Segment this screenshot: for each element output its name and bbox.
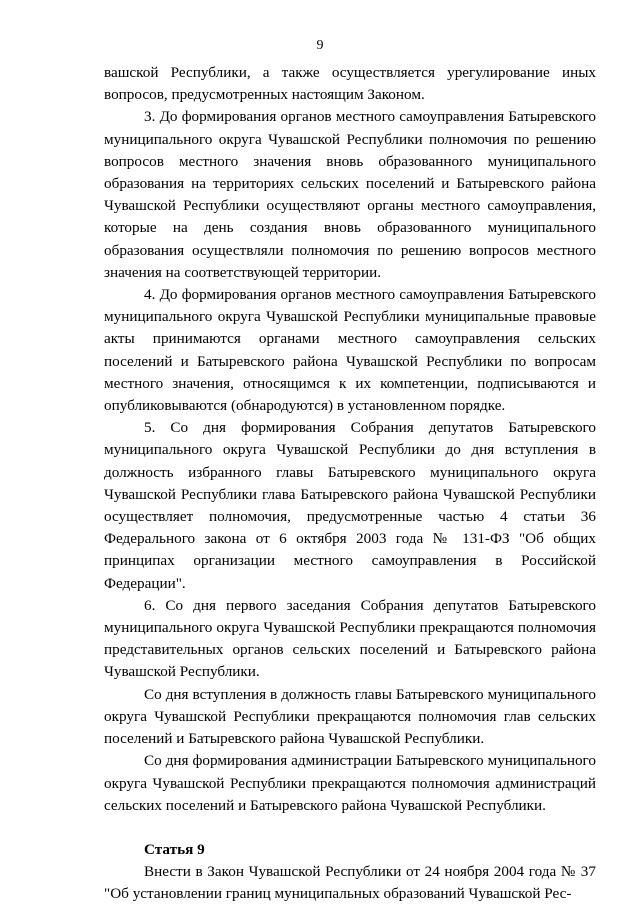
paragraph-item-4: 4. До формирования органов местного самоуправления Батыревского муниципального округа Чувашской Республики муниципальные правовые акты принимаются органами местного самоуправления сельских поселений и Батыревского района Чувашской Республики по вопросам местного значения, относящимся к их компетенции, подписываются и опубликовываются (обнародуются) в установленном порядке. [104,286,596,415]
paragraph-item-3: 3. До формирования органов местного самоуправления Батыревского муниципального округа Чувашской Республики полномочия по решению вопросов местного значения вновь образованного муниципального образования на территориях сельских поселений и Батыревского района Чувашской Республики осуществляют органы местного самоуправления, которые на день создания вновь образованного муниципального образования осуществляли полномочия по решению вопросов местного значения на соответствующей территории. [104,108,596,281]
document-body [104,62,596,906]
article-text: Внести в Закон Чувашской Республики от 24 ноября 2004 года № 37 "Об установлении границ муниципальных образований Чувашской Рес- [104,863,596,903]
section-spacer [104,817,596,839]
article-heading: Статья 9 [144,840,205,858]
paragraph-heads-termination: Со дня вступления в должность главы Батыревского муниципального округа Чувашской Республики прекращаются полномочия глав сельских поселений и Батыревского района Чувашской Республики. [104,685,596,748]
paragraph-item-6: 6. Со дня первого заседания Собрания депутатов Батыревского муниципального округа Чувашской Республики прекращаются полномочия представительных органов сельских поселений и Батыревского района Чувашской Республики. [104,596,596,681]
paragraph-administration-termination: Со дня формирования администрации Батыревского муниципального округа Чувашской Республики прекращаются полномочия администраций сельских поселений и Батыревского района Чувашской Республики. [104,752,596,814]
page-number: 9 [316,38,324,53]
paragraph-item-5: 5. Со дня формирования Собрания депутатов Батыревского муниципального округа Чувашской Республики до дня вступления в должность избранного главы Батыревского муниципального округа Чувашской Республики глава Батыревского района Чувашской Республики осуществляет полномочия, предусмотренные частью 4 статьи 36 Федерального закона от 6 октября 2003 года № 131-ФЗ "Об общих принципах организации местного самоуправления в Российской Федерации". [104,419,596,592]
paragraph-continuation: вашской Республики, а также осуществляется урегулирование иных вопросов, предусмотренных настоящим Законом. [104,64,596,104]
